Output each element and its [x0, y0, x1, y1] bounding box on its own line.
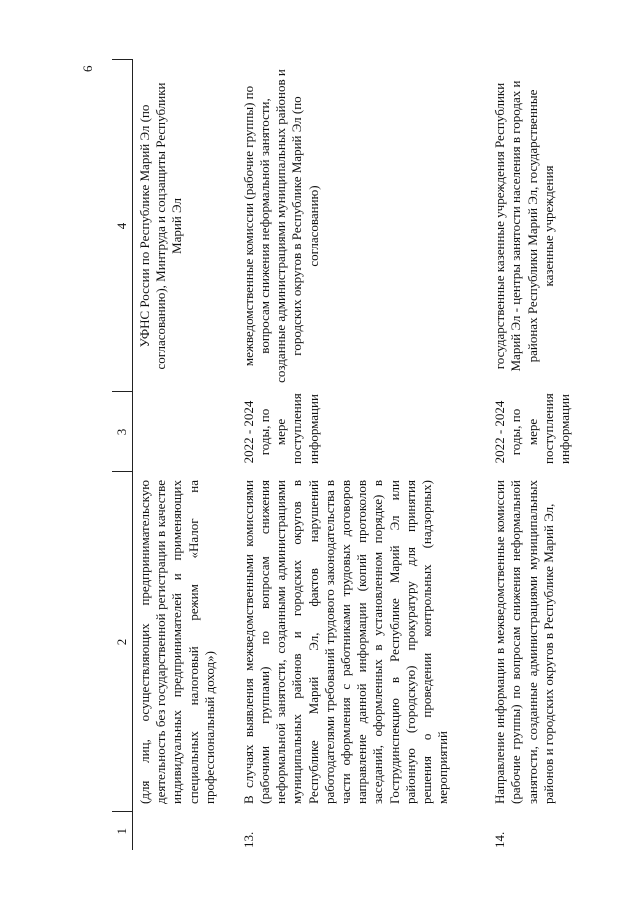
row-executors: УФНС России по Республике Марий Эл (по согласованию), Минтруда и соцзащиты Республики Марий Эл [137, 82, 185, 370]
table-row [237, 60, 488, 850]
header-col-1: 1 [112, 812, 133, 850]
table-row [133, 60, 237, 850]
row-executors: межведомственные комиссии (рабочие группы) по вопросам снижения неформальной занятости, созданные администрациями муниципальных районов и городских округов в Республике Марий Эл (по согласованию) [240, 69, 321, 383]
header-col-4: 4 [112, 60, 133, 392]
row-period [133, 392, 237, 472]
page-number: 6 [80, 65, 95, 72]
row-period: 2022 - 2024 годы, по мере поступления информации [492, 393, 573, 464]
row-number: 14. [492, 831, 508, 848]
row-action: В случаях выявления межведомственными комиссиями (рабочими группами) по вопросам снижения неформальной занятости, созданными администрациями муниципальных районов и городских округов в Республике Марий Эл, фактов нарушений работодателями требований трудового законодательства в части оформления с работниками трудовых договоров направление данной информации (копий протоколов заседаний, оформленных в установленном порядке) в Гострудинспекцию в Республике Марий Эл или районную (городскую) прокуратуру для принятия решения о проведении контрольных (надзорных) мероприятий [240, 480, 451, 804]
row-number: 13. [240, 831, 256, 848]
header-col-3: 3 [112, 392, 133, 472]
header-row [112, 60, 133, 850]
row-action: Направление информации в межведомственные комиссии (рабочие группы) по вопросам снижения неформальной занятости, созданные администрациями муниципальных районов и городских округов в Республике Марий Эл, [492, 480, 556, 804]
row-number [133, 812, 237, 850]
row-period: 2022 - 2024 годы, по мере поступления информации [240, 393, 321, 464]
table-row [488, 60, 592, 850]
row-executors: государственные казенные учреждения Республики Марий Эл - центры занятости населения в городах и районах Республики Марий Эл, государственные казенные учреждения [492, 80, 556, 372]
header-col-2: 2 [112, 472, 133, 812]
row-action: (для лиц, осуществляющих предпринимательскую деятельность без государственной регистрации в качестве индивидуальных предпринимателей и применяющих специальных налоговый режим «Налог на профессиональный доход») [137, 480, 217, 804]
rotated-document [112, 60, 592, 850]
measures-table [112, 60, 592, 851]
